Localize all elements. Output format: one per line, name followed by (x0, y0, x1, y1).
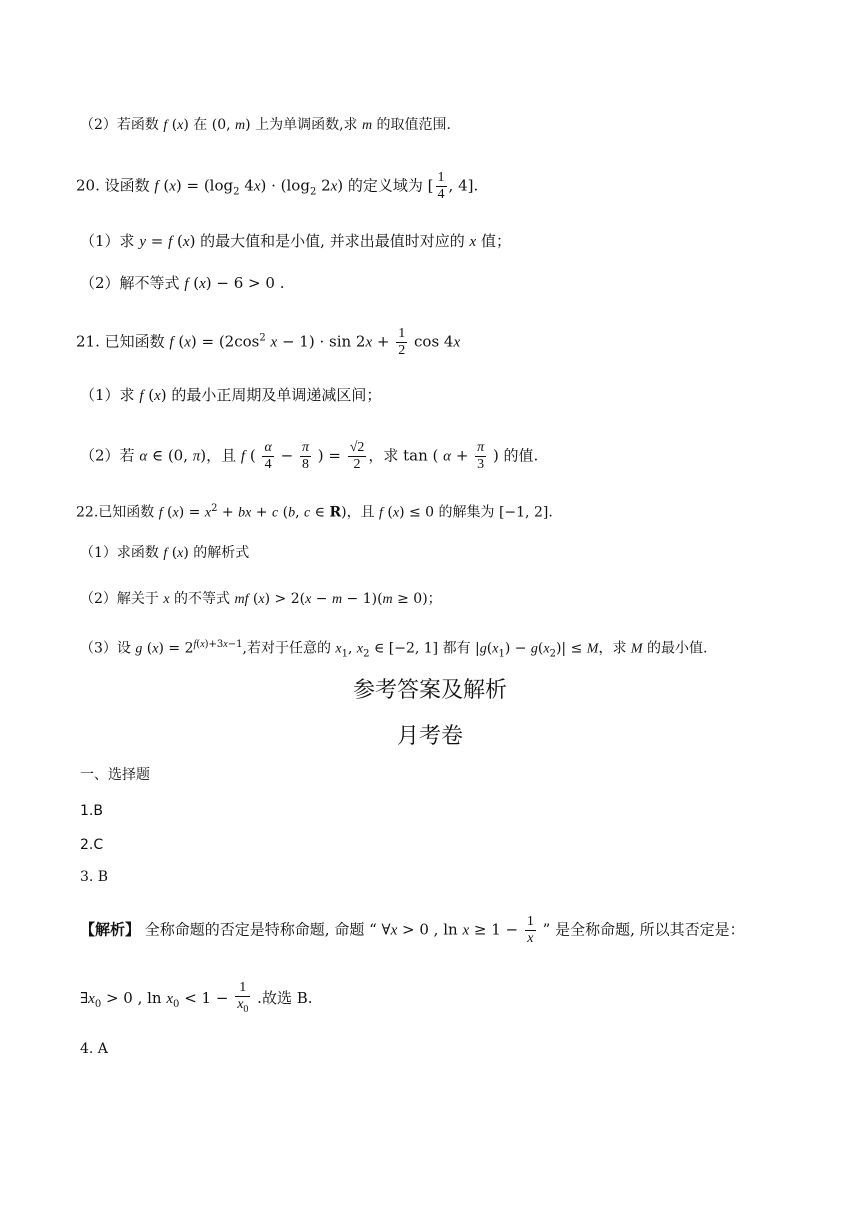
q21-stem: 21. 已知函数 f $(x) = (2\cos^2$ x − 1) · sin 2x + $\frac{1}{2}$ cos 4x (76, 326, 461, 358)
q21-part1: （1）求 f (x) 的最小正周期及单调递减区间； (80, 386, 382, 404)
explanation-line-2: $\exists x_0 > 0$ , $\ln x_0 < 1$ − $\frac{1}{x_0}$ .故选 B. (80, 980, 313, 1015)
q22-stem: 22.已知函数 f $(x) = x^2$ + bx + c (b, c ∈ R)，且 f (x) ≤ 0 的解集为 [−1, 2]. (76, 503, 553, 521)
section-title: 一、选择题 (80, 767, 150, 783)
q19-part2: （2）若函数 f (x) 在 (0, m) 上为单调函数,求 m 的取值范围. (80, 117, 451, 133)
q20-stem: 20. 设函数 f $(x) = (\log_2$ $4x) \cdot (\log_2$ 2x) 的定义域为 [ $\frac{1}{4}$ , 4]. (76, 170, 479, 202)
q20-part1: （1）求 y = f (x) 的最大值和是小值, 并求出最值时对应的 x 值； (80, 232, 511, 250)
monthly-exam-heading: 月考卷 (396, 724, 463, 749)
answers-heading: 参考答案及解析 (352, 678, 507, 703)
answer-2: 2.C (80, 837, 104, 853)
answer-1: 1.B (80, 803, 103, 819)
q22-part3: （3）设 g $(x) = 2^{f(x)+3x-1}$,若对于任意的 $x_1$, $x_2$ ∈ [−2, 1] 都有 $|g(x_1) - g(x_2)| \le M$，求 M 的最小值. (80, 639, 708, 660)
q22-part2: （2）解关于 x 的不等式 mf (x) > 2(x − m − 1)(m ≥ 0)； (80, 591, 442, 607)
q21-part2: （2）若 α ∈ (0, π)，且 f ( $\frac{\alpha}{4}$ − $\frac{\pi}{8}$ ) = $\frac{√2}{2}$ ，求 tan ( α + $\frac{\pi}{3}$ ) 的值. (80, 440, 539, 472)
q22-part1: （1）求函数 f (x) 的解析式 (80, 545, 250, 561)
q20-part2: （2）解不等式 f (x) − 6 > 0 . (80, 274, 285, 292)
explanation-line-1: 【解析】 全称命题的否定是特称命题, 命题 “ ∀x > 0 , ln x ≥ 1 − $\frac{1}{x}$ ” 是全称命题, 所以其否定是： (80, 914, 745, 946)
answer-4: 4. A (80, 1041, 108, 1057)
explanation-tag: 【解析】 (80, 920, 141, 939)
answer-3: 3. B (80, 869, 109, 885)
